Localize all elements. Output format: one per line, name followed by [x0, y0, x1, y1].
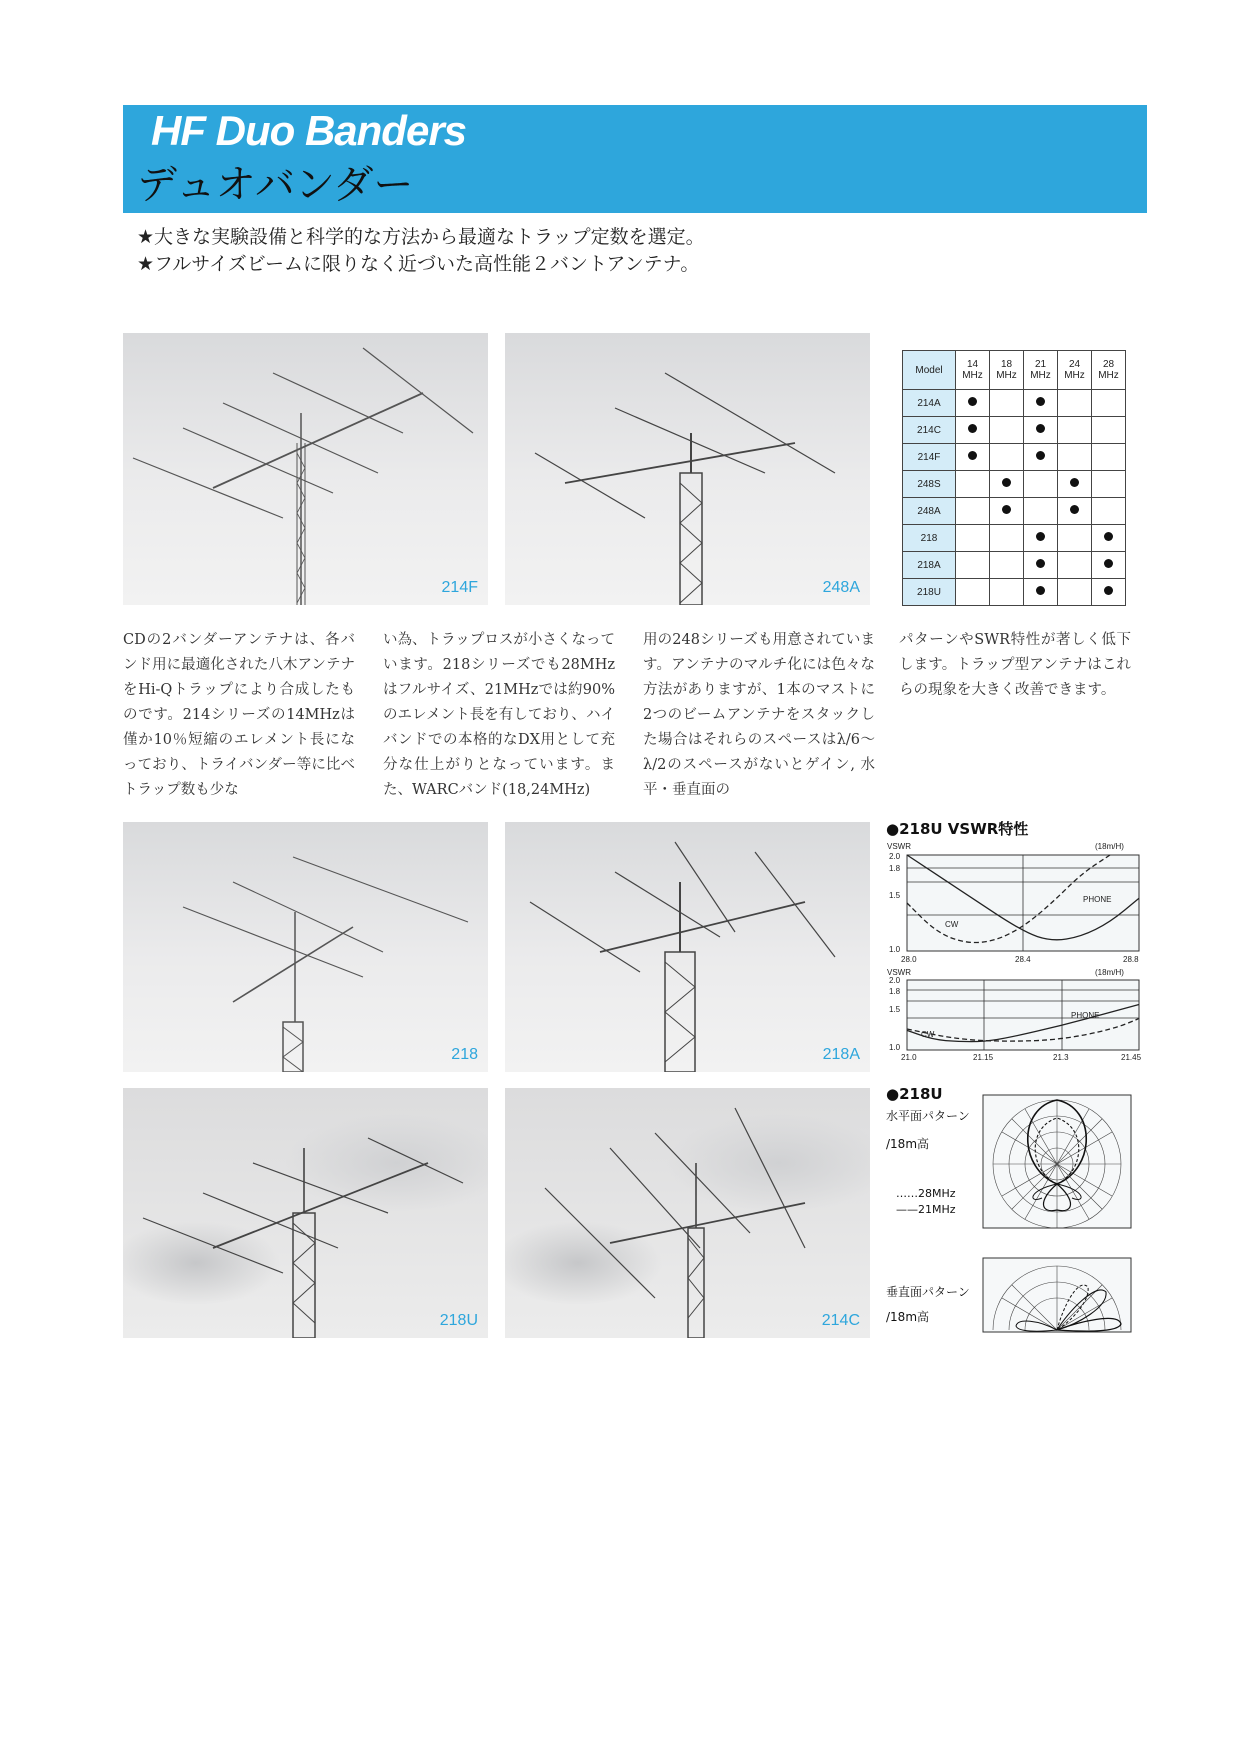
table-row	[903, 498, 1126, 525]
body-text: パターンやSWR特性が著しく低下します。トラップ型アンテナはこれらの現象を大きく改善できます。	[899, 632, 1131, 698]
band-cell	[1024, 525, 1058, 552]
vswr-b-xtick: 21.45	[1121, 1053, 1142, 1062]
vswr-b-xtick: 21.3	[1053, 1053, 1069, 1062]
text-column-4	[899, 628, 1131, 703]
band-cell	[1058, 552, 1092, 579]
vswr-a-ytick: 1.5	[889, 891, 901, 900]
band-cell	[1058, 471, 1092, 498]
photo-218a	[505, 822, 870, 1072]
vswr-b-ytick: 1.0	[889, 1043, 901, 1052]
vswr-a-xtick: 28.4	[1015, 955, 1031, 964]
vswr-a-cw-label: CW	[945, 920, 959, 929]
band-cell	[1058, 390, 1092, 417]
band-cell	[1092, 525, 1126, 552]
column-header-band: 21 MHz	[1024, 351, 1058, 390]
legend-28mhz: ……28MHz	[896, 1187, 956, 1200]
band-cell	[1092, 471, 1126, 498]
horizontal-height-label: /18m高	[886, 1137, 930, 1151]
horizontal-pattern-label: 水平面パターン	[886, 1109, 970, 1123]
table-row	[903, 552, 1126, 579]
vertical-height-label: /18m高	[886, 1310, 930, 1324]
vswr-title: ●218U VSWR特性	[886, 820, 1029, 838]
band-cell	[1024, 471, 1058, 498]
supported-band-dot	[1036, 559, 1045, 568]
band-cell	[1058, 417, 1092, 444]
band-cell	[1024, 444, 1058, 471]
vswr-a-ytick: 2.0	[889, 852, 901, 861]
photo-caption: 248A	[822, 579, 860, 596]
photo-caption: 214F	[441, 579, 478, 596]
model-name-cell: 214F	[903, 444, 956, 471]
band-cell	[1092, 444, 1126, 471]
photo-218u	[123, 1088, 488, 1338]
supported-band-dot	[1002, 505, 1011, 514]
supported-band-dot	[1070, 478, 1079, 487]
band-cell	[990, 471, 1024, 498]
supported-band-dot	[1104, 532, 1113, 541]
model-name-cell: 218	[903, 525, 956, 552]
model-band-table	[902, 350, 1126, 606]
supported-band-dot	[1036, 586, 1045, 595]
vswr-a-ytick: 1.0	[889, 945, 901, 954]
table-row	[903, 579, 1126, 606]
photo-214c	[505, 1088, 870, 1338]
band-cell	[1024, 390, 1058, 417]
vswr-b-ytick: 1.5	[889, 1005, 901, 1014]
feature-bullet-1: ★大きな実験設備と科学的な方法から最適なトラップ定数を選定。	[137, 226, 705, 248]
model-name-cell: 214C	[903, 417, 956, 444]
text-column-3	[643, 628, 875, 803]
antenna-218a-drawing	[505, 822, 870, 1072]
band-cell	[956, 390, 990, 417]
supported-band-dot	[968, 424, 977, 433]
band-cell	[956, 444, 990, 471]
photo-caption: 218U	[439, 1312, 478, 1329]
supported-band-dot	[968, 451, 977, 460]
supported-band-dot	[1036, 532, 1045, 541]
title-english: HF Duo Banders	[151, 107, 467, 154]
table-row	[903, 471, 1126, 498]
vswr-b-cw-label: CW	[921, 1030, 935, 1039]
band-cell	[1092, 552, 1126, 579]
body-text: 用の248シリーズも用意されています。アンテナのマルチ化には色々な方法がありますが、1本のマストに2つのビームアンテナをスタックした場合はそれらのスペースはλ/6〜λ/2のスペースがないとゲイン, 水平・垂直面の	[643, 632, 875, 798]
column-header-band: 18 MHz	[990, 351, 1024, 390]
column-header-band: 28 MHz	[1092, 351, 1126, 390]
band-cell	[956, 498, 990, 525]
photo-248a	[505, 333, 870, 605]
band-cell	[1024, 579, 1058, 606]
band-cell	[1092, 579, 1126, 606]
band-cell	[956, 552, 990, 579]
supported-band-dot	[1002, 478, 1011, 487]
band-cell	[1058, 444, 1092, 471]
model-name-cell: 248S	[903, 471, 956, 498]
supported-band-dot	[1036, 451, 1045, 460]
vswr-b-phone-label: PHONE	[1071, 1011, 1100, 1020]
vswr-a-phone-label: PHONE	[1083, 895, 1112, 904]
vertical-pattern-chart	[978, 1252, 1138, 1338]
photo-caption: 218A	[822, 1046, 860, 1063]
horizontal-pattern-chart	[978, 1088, 1138, 1238]
band-cell	[990, 498, 1024, 525]
photo-caption: 214C	[821, 1312, 860, 1329]
supported-band-dot	[968, 397, 977, 406]
column-header-band: 14 MHz	[956, 351, 990, 390]
vswr-charts	[885, 840, 1143, 1062]
antenna-214f-drawing	[123, 333, 488, 605]
band-cell	[990, 390, 1024, 417]
table-row	[903, 525, 1126, 552]
supported-band-dot	[1036, 424, 1045, 433]
feature-bullet-2: ★フルサイズビームに限りなく近づいた高性能２バントアンテナ。	[137, 253, 700, 275]
vswr-b-ytick: 1.8	[889, 987, 901, 996]
photo-caption: 218	[451, 1046, 478, 1063]
vswr-a-xtick: 28.8	[1123, 955, 1139, 964]
column-header-model: Model	[903, 351, 956, 390]
pattern-title: ●218U	[886, 1085, 943, 1103]
photo-218	[123, 822, 488, 1072]
supported-band-dot	[1070, 505, 1079, 514]
band-cell	[990, 552, 1024, 579]
text-column-1	[123, 628, 355, 803]
band-cell	[1092, 390, 1126, 417]
supported-band-dot	[1104, 586, 1113, 595]
band-cell	[1024, 498, 1058, 525]
vswr-b-xtick: 21.15	[973, 1053, 994, 1062]
photo-214f	[123, 333, 488, 605]
antenna-218-drawing	[123, 822, 488, 1072]
model-name-cell: 214A	[903, 390, 956, 417]
band-cell	[1058, 498, 1092, 525]
band-cell	[956, 525, 990, 552]
header-banner	[123, 105, 1147, 213]
band-cell	[990, 579, 1024, 606]
vswr-a-ytick: 1.8	[889, 864, 901, 873]
column-header-band: 24 MHz	[1058, 351, 1092, 390]
band-cell	[1058, 525, 1092, 552]
title-japanese: デュオバンダー	[137, 162, 414, 208]
body-text: CDの2バンダーアンテナは、各バンド用に最適化された八木アンテナをHi-Qトラップにより合成したものです。214シリーズの14MHzは僅か10％短縮のエレメント長になっており、トライバンダー等に比べトラップ数も少な	[123, 632, 355, 798]
vswr-b-ylabel: VSWR	[887, 968, 911, 977]
text-column-2	[383, 628, 615, 803]
vswr-b-height-note: (18m/H)	[1095, 968, 1124, 977]
band-cell	[956, 471, 990, 498]
model-name-cell: 218U	[903, 579, 956, 606]
band-cell	[1092, 417, 1126, 444]
band-cell	[1058, 579, 1092, 606]
body-text: い為、トラップロスが小さくなっています。218シリーズでも28MHzはフルサイズ、21MHzでは約90%のエレメント長を有しており、ハイバンドでの本格的なDX用として充分な仕上がりとなっています。また、WARCバンド(18,24MHz)	[383, 632, 615, 798]
vswr-a-height-note: (18m/H)	[1095, 842, 1124, 851]
band-cell	[1024, 552, 1058, 579]
legend-21mhz: ——21MHz	[896, 1203, 956, 1216]
table-header-row	[903, 351, 1126, 390]
band-cell	[956, 579, 990, 606]
supported-band-dot	[1104, 559, 1113, 568]
vswr-b-frame	[907, 980, 1139, 1050]
band-cell	[956, 417, 990, 444]
model-name-cell: 248A	[903, 498, 956, 525]
vswr-a-xtick: 28.0	[901, 955, 917, 964]
supported-band-dot	[1036, 397, 1045, 406]
vswr-b-ytick: 2.0	[889, 976, 901, 985]
band-cell	[990, 525, 1024, 552]
antenna-214c-drawing	[505, 1088, 870, 1338]
model-name-cell: 218A	[903, 552, 956, 579]
band-cell	[1024, 417, 1058, 444]
vswr-a-ylabel: VSWR	[887, 842, 911, 851]
vswr-b-xtick: 21.0	[901, 1053, 917, 1062]
vertical-pattern-label: 垂直面パターン	[886, 1285, 970, 1299]
band-cell	[990, 417, 1024, 444]
table-row	[903, 444, 1126, 471]
table-row	[903, 390, 1126, 417]
antenna-218u-drawing	[123, 1088, 488, 1338]
band-cell	[990, 444, 1024, 471]
table-row	[903, 417, 1126, 444]
antenna-248a-drawing	[505, 333, 870, 605]
band-cell	[1092, 498, 1126, 525]
